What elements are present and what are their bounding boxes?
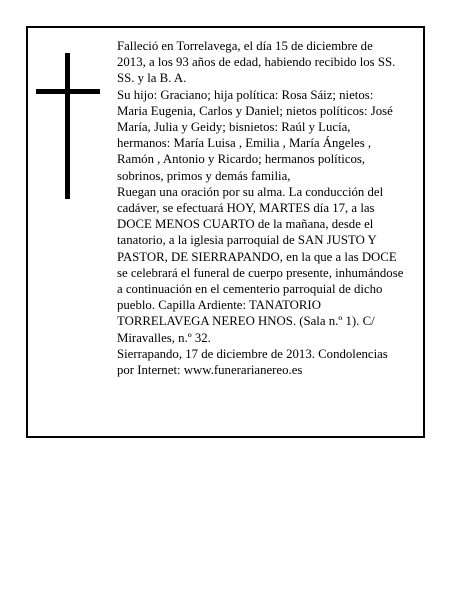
family-list: Su hijo: Graciano; hija política: Rosa Sáiz; nietos: Maria Eugenia, Carlos y Daniel; nietos políticos: José María, Julia y Geidy; bisnietos: Raúl y Lucía, hermanos: María Luisa , Emilia , María Ángeles , Ramón , Antonio y Ricardo; hermanos políticos, sobrinos, primos y demás familia, bbox=[117, 87, 393, 183]
cross-icon bbox=[36, 53, 100, 199]
death-announcement: Falleció en Torrelavega, el día 15 de diciembre de 2013, a los 93 años de edad, habiendo recibido los SS. SS. y la B. A. bbox=[117, 39, 396, 86]
obituary-text bbox=[117, 38, 417, 378]
cross-horizontal-bar bbox=[36, 89, 100, 94]
place-date-condolences: Sierrapando, 17 de diciembre de 2013. Condolencias por Internet: www.funerarianereo.es bbox=[117, 346, 388, 378]
funeral-details: Ruegan una oración por su alma. La conducción del cadáver, se efectuará HOY, MARTES día 17, a las DOCE MENOS CUARTO de la mañana, desde el tanatorio, a la iglesia parroquial de SAN JUSTO Y PASTOR, DE SIERRAPANDO, en la que a las DOCE se celebrará el funeral de cuerpo presente, inhumándose a continuación en el cementerio parroquial de dicho pueblo. Capilla Ardiente: TANATORIO TORRELAVEGA NEREO HNOS. (Sala n.º 1). C/ Miravalles, n.º 32. bbox=[117, 184, 404, 345]
cross-vertical-bar bbox=[65, 53, 70, 199]
